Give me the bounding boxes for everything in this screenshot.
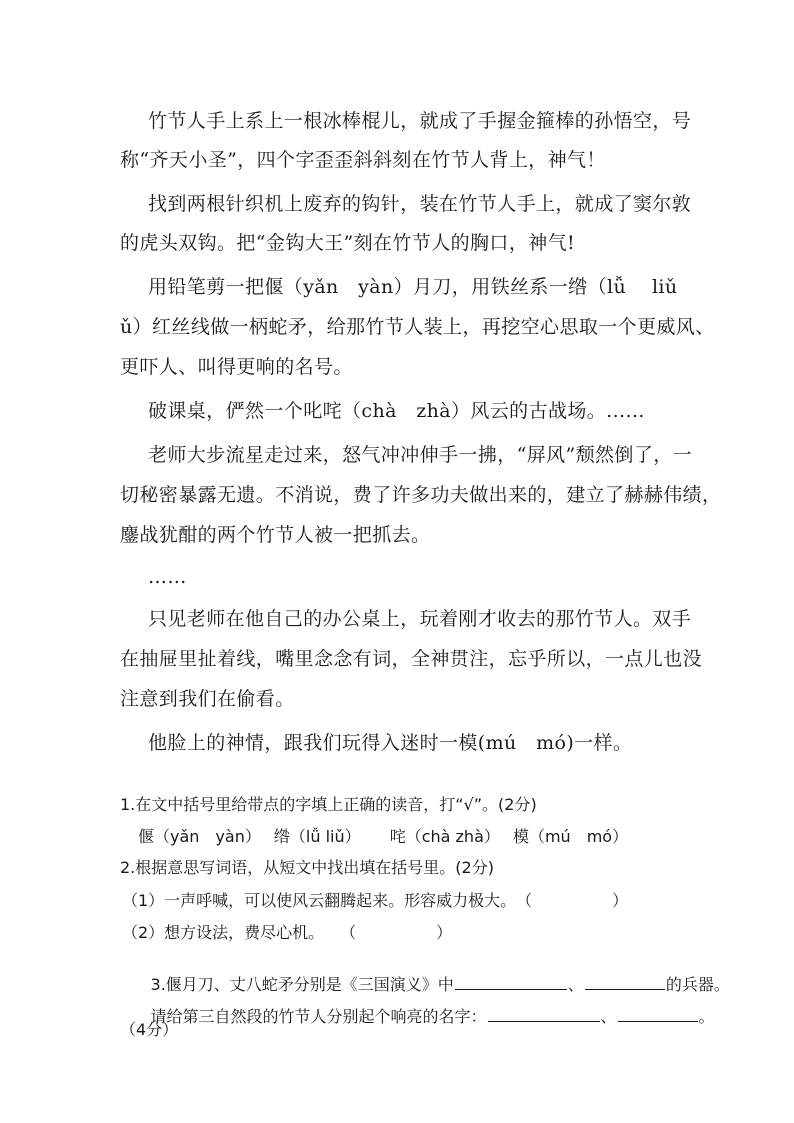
question-1-stem: 1.在文中括号里给带点的字填上正确的读音，打“√”。(2分)	[120, 795, 537, 814]
passage-line: ǔ）红丝线做一柄蛇矛，给那竹节人装上，再挖空心思取一个更威风、	[120, 316, 715, 338]
answer-blank-2[interactable]	[585, 974, 665, 990]
passage-line: 用铅笔剪一把偃（yǎn yàn）月刀，用铁丝系一绺（lǚ liǔ	[148, 276, 678, 298]
answer-blank-3[interactable]	[488, 1006, 600, 1022]
question-3-prompt-text: 请给第三自然段的竹节人分别起个响亮的名字：	[150, 1007, 487, 1026]
answer-blank-1[interactable]	[455, 974, 567, 990]
passage-line: 切秘密暴露无遗。不消说，费了许多功夫做出来的，建立了赫赫伟绩，	[120, 484, 722, 506]
passage-line: 竹节人手上系上一根冰棒棍儿，就成了手握金箍棒的孙悟空，号	[148, 110, 692, 132]
ellipsis-line: ……	[148, 566, 187, 588]
passage-line: 在抽屉里扯着线，嘴里念念有词，全神贯注，忘乎所以，一点儿也没	[120, 648, 703, 670]
passage-line: 注意到我们在偷看。	[120, 688, 295, 710]
question-2-stem: 2.根据意思写词语，从短文中找出填在括号里。(2分)	[120, 858, 494, 877]
question-3-stem-tail: 的兵器。	[665, 975, 730, 994]
passage-line: 称“齐天小圣”，四个字歪歪斜斜刻在竹节人背上，神气！	[120, 149, 606, 171]
passage-line: 他脸上的神情，跟我们玩得入迷时一模(mú mó)一样。	[148, 732, 633, 754]
passage-line: 破课桌，俨然一个叱咤（chà zhà）风云的古战场。......	[148, 400, 645, 422]
passage-line: 更吓人、叫得更响的名号。	[120, 356, 353, 378]
passage-line: 鏖战犹酣的两个竹节人被一把抓去。	[120, 524, 431, 546]
passage-line: 的虎头双钩。把“金钩大王”刻在竹节人的胸口，神气!	[120, 232, 576, 254]
question-3-line-2	[120, 990, 715, 1041]
period: 。	[698, 1007, 715, 1026]
question-2-item-1: （1）一声呼喊，可以使风云翻腾起来。形容威力极大。 （ ）	[122, 891, 629, 910]
passage-line: 只见老师在他自己的办公桌上，玩着刚才收去的那竹节人。双手	[148, 608, 692, 630]
question-3-stem-text: 3.偃月刀、丈八蛇矛分别是《三国演义》中	[150, 975, 454, 994]
separator: 、	[567, 975, 584, 994]
passage-line: 找到两根针织机上废弃的钩针，装在竹节人手上，就成了窦尔敦	[148, 193, 692, 215]
answer-blank-4[interactable]	[618, 1006, 698, 1022]
separator: 、	[600, 1007, 617, 1026]
question-2-item-2: （2）想方设法，费尽心机。 （ ）	[122, 923, 453, 942]
question-3-score: （4分）	[120, 1020, 179, 1039]
question-1-options: 偃（yǎn yàn） 绺（lǚ liǔ） 咤（chà zhà） 模（mú mó）	[138, 827, 629, 846]
passage-line: 老师大步流星走过来，怒气冲冲伸手一拂，“屏风”颓然倒了，一	[148, 444, 693, 466]
